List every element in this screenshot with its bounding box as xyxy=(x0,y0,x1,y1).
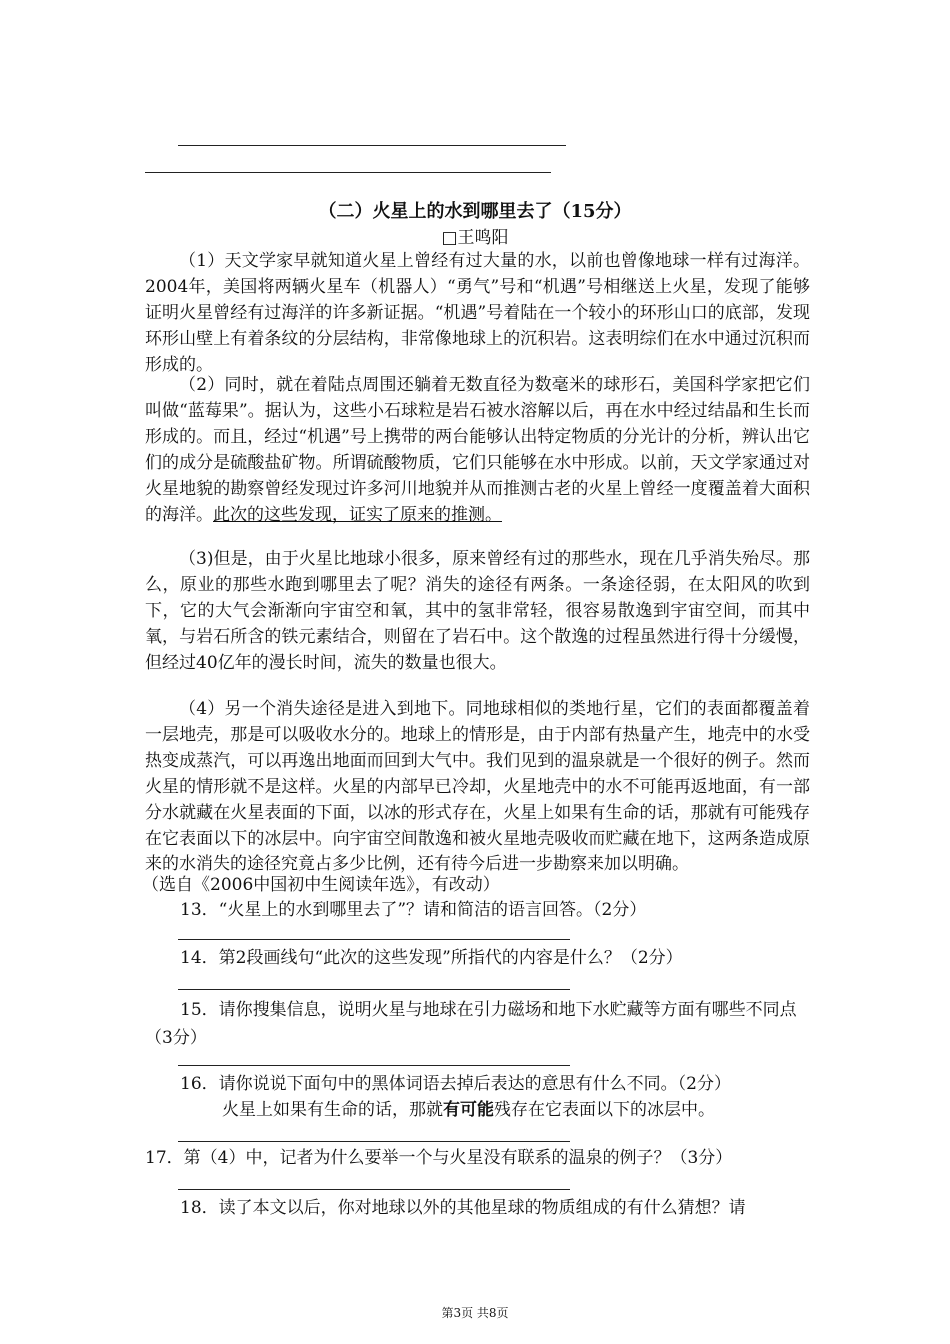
answer-line-q16 xyxy=(178,1141,570,1142)
paragraph-4: （4）另一个消失途径是进入到地下。同地球相似的类地行星，它们的表面都覆盖着一层地壳，那是可以吸收水分的。地球上的情形是，由于内部有热量产生，地壳中的水受热变成蒸汽，可以再逸出地面而回到大气中。我们见到的温泉就是一个很好的例子。然而火星的情形就不是这样。火星的内部早已冷却，火星地壳中的水不可能再返地面，有一部分水就藏在火星表面的下面，以冰的形式存在，火星上如果有生命的话，那就有可能残存在它表面以下的冰层中。向宇宙空间散逸和被火星地壳吸收而贮藏在地下，这两条造成原来的水消失的途径究竟占多少比例，还有待今后进一步勘察来加以明确。 xyxy=(145,699,810,875)
paragraph-1: （1）天文学家早就知道火星上曾经有过大量的水，以前也曾像地球一样有过海洋。2004年，美国将两辆火星车（机器人）“勇气”号和“机遇”号相继送上火星，发现了能够证明火星曾经有过海洋的许多新证据。“机遇”号着陆在一个较小的环形山口的底部，发现环形山壁上有着条纹的分层结构，非常像地球上的沉积岩。这表明综们在水中通过沉积而形成的。 xyxy=(145,251,810,375)
answer-line-q17 xyxy=(178,1189,570,1190)
q16-sentence-part-2: 残存在它表面以下的冰层中。 xyxy=(494,1100,715,1120)
answer-line-q15 xyxy=(178,1065,570,1066)
question-15: 15．请你搜集信息，说明火星与地球在引力磁场和地下水贮藏等方面有哪些不同点（3分） xyxy=(145,1000,797,1048)
paragraph-2-underlined-sentence: 此次的这些发现，证实了原来的推测。 xyxy=(213,504,502,525)
question-18: 18．读了本文以后，你对地球以外的其他星球的物质组成的有什么猜想？请 xyxy=(180,1198,746,1218)
answer-line-q14 xyxy=(178,989,570,990)
paragraph-2 xyxy=(145,373,810,528)
q16-bold-words: 有可能 xyxy=(443,1100,494,1120)
question-14: 14．第2段画线句“此次的这些发现”所指代的内容是什么？（2分） xyxy=(180,948,683,968)
paragraph-3: （3)但是，由于火星比地球小很多，原来曾经有过的那些水，现在几乎消失殆尽。那么，原业的那些水跑到哪里去了呢？消失的途径有两条。一条途径弱，在太阳风的吹到下，它的大气会渐渐向宇宙空和氧，其中的氢非常轻，很容易散逸到宇宙空间，而其中氧，与岩石所含的铁元素结合，则留在了岩石中。这个散逸的过程虽然进行得十分缓慢，但经过40亿年的漫长时间，流失的数量也很大。 xyxy=(145,549,810,673)
answer-line-top-1 xyxy=(178,145,566,146)
question-16: 16．请你说说下面句中的黑体词语去掉后表达的意思有什么不同。（2分） xyxy=(180,1074,731,1094)
question-17: 17．第（4）中，记者为什么要举一个与火星没有联系的温泉的例子？（3分） xyxy=(145,1148,733,1168)
section-title: （二）火星上的水到哪里去了（15分） xyxy=(318,201,632,222)
answer-line-top-2 xyxy=(145,172,551,173)
question-16-sentence xyxy=(222,1097,715,1124)
answer-line-q13 xyxy=(178,939,570,940)
article-author: □王鸣阳 xyxy=(441,228,509,248)
q16-sentence-part-1: 火星上如果有生命的话，那就 xyxy=(222,1100,443,1120)
paragraph-2-text: （2）同时，就在着陆点周围还躺着无数直径为数毫米的球形石，美国科学家把它们叫做“蓝莓果”。据认为，这些小石球粒是岩石被水溶解以后，再在水中经过结晶和生长而形成的。而且，经过“机遇”号上携带的两台能够认出特定物质的分光计的分析，辨认出它们的成分是硫酸盐矿物。所谓硫酸物质，它们只能够在水中形成。以前，天文学家通过对火星地貌的勘察曾经发现过许多河川地貌并从而推测古老的火星上曾经一度覆盖着大面积的海洋。 xyxy=(145,375,810,525)
source-note: （选自《2006中国初中生阅读年选》，有改动） xyxy=(142,875,500,895)
question-13: 13．“火星上的水到哪里去了”？请和简洁的语言回答。（2分） xyxy=(180,900,647,920)
page-footer: 第3页 共8页 xyxy=(441,1306,509,1320)
